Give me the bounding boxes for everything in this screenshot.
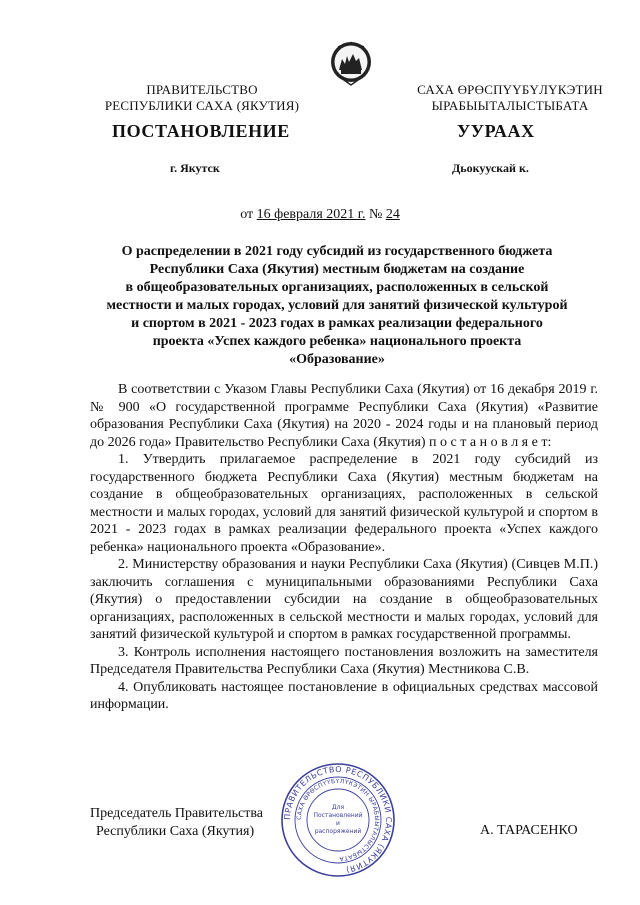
body-paragraph-2: 2. Министерству образования и науки Республики Саха (Якутия) (Сивцев М.П.) заключить соглашения с муниципальными образованиями Республики Саха (Якутия) о предоставлении субсидии на создание в общеобразовательных организациях, расположенных в сельской местности и малых городах, условий для занятий физической культурой и спортом в рамках государственной программы. [90,557,598,642]
decree-number: 24 [385,207,400,222]
government-name-ru-line1: ПРАВИТЕЛЬСТВО [146,82,258,97]
decree-subject [88,243,586,369]
stamp-center-line2: Постановлений [313,812,363,819]
number-prefix: № [368,207,383,222]
decree-body [90,381,598,714]
body-paragraph-3: 3. Контроль исполнения настоящего постановления возложить на заместителя Председателя Правительства Республики Саха (Якутия) Местникова С.В. [90,644,598,677]
stamp-outer-text: ПРАВИТЕЛЬСТВО РЕСПУБЛИКИ САХА (ЯКУТИЯ) [282,764,394,875]
signatory-name: А. ТАРАСЕНКО [480,823,578,838]
body-paragraph-preamble: В соответствии с Указом Главы Республики Саха (Якутия) от 16 декабря 2019 г. № 900 «О государственной программе Республики Саха (Якутия) «Развитие образования Республики Саха (Якутия) на 2020 - 2024 годы и на плановый период до 2026 года» Правительство Республики Саха (Якутия) п о с т а н о в л я е т: [90,382,598,450]
stamp-center-line1: Для [331,804,345,811]
decree-date-line [0,207,640,223]
government-name-ru [82,82,322,114]
subject-line: в общеобразовательных организациях, расположенных в сельской [125,280,549,295]
stamp-center-line4: распоряжений [314,828,362,835]
government-name-sakha-line2: ЫРАБЫЫТАЛЫСТЫБАТА [431,98,589,113]
body-paragraph-1: 1. Утвердить прилагаемое распределение в 2021 году субсидий из государственного бюджета Республики Саха (Якутия) местным бюджетам на создание в общеобразовательных организациях, расположенных в сельской местности и малых городах, условий для занятий физической культурой и спортом в 2021 - 2023 годах в рамках реализации федерального проекта «Успех каждого ребенка» национального проекта «Образование». [90,452,598,555]
document-title-ru: ПОСТАНОВЛЕНИЕ [112,121,290,141]
body-paragraph-4: 4. Опубликовать настоящее постановление в официальных средствах массовой информации. [90,679,598,712]
subject-line: местности и малых городах, условий для занятий физической культурой [106,298,568,313]
city-sakha: Дьокуускай к. [452,161,529,175]
subject-line: и спортом в 2021 - 2023 годах в рамках реализации федерального [131,316,543,331]
signatory-position [90,805,263,841]
coat-of-arms-sakha-icon [329,40,373,86]
subject-line: «Образование» [289,352,385,367]
stamp-center-line3: и [336,820,340,827]
official-stamp [280,762,396,878]
subject-line: Республики Саха (Якутия) местным бюджетам на создание [149,262,525,277]
signatory-position-line2: Республики Саха (Якутия) [96,824,255,839]
stamp-inner-text: САХА ӨРӨСПҮҮБҮЛҮКЭТИН ЫРАБЫЫТАЛЫСТЫБАТА [295,777,381,863]
subject-line: О распределении в 2021 году субсидий из государственного бюджета [121,244,553,259]
government-name-sakha [400,82,620,114]
document-title-sakha: УУРААХ [457,121,535,141]
government-name-ru-line2: РЕСПУБЛИКИ САХА (ЯКУТИЯ) [104,98,300,113]
government-name-sakha-line1: САХА ӨРӨСПҮҮБҮЛҮКЭТИН [417,82,603,97]
city-ru: г. Якутск [170,161,220,175]
signatory-position-line1: Председатель Правительства [90,806,263,821]
subject-line: проекта «Успех каждого ребенка» национального проекта [152,334,522,349]
date-prefix: от [240,207,254,222]
decree-date: 16 февраля 2021 г. [256,207,366,222]
